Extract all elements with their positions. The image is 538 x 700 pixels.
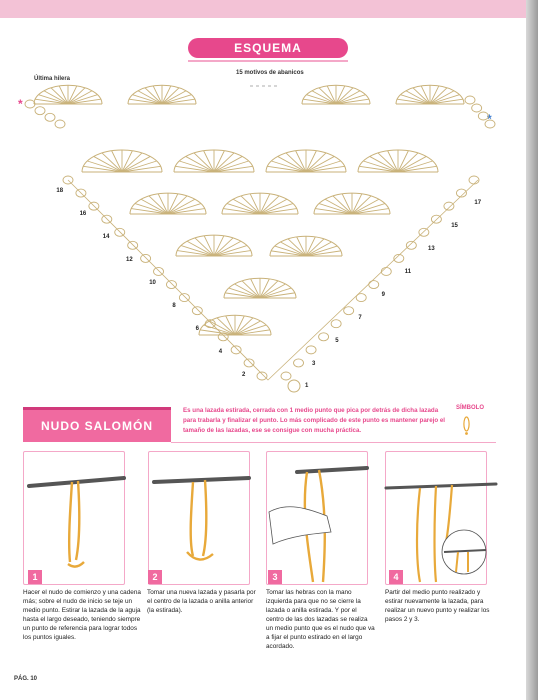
row-number-6: 6 — [195, 326, 199, 332]
top-fan-motif — [34, 85, 102, 104]
step-3-text: Tomar las hebras con la mano izquierda para que no se cierre la lazada o anilla estirada. Y por el centro de las dos lazadas se realiza un medio punto que es el nudo que va a fijar el punto estirado en el largo acordado. — [266, 589, 375, 650]
step-4-text: Partir del medio punto realizado y estirar nuevamente la lazada, para realizar un nuevo punto y realizar los pasos 2 y 3. — [385, 589, 490, 623]
row-number-7: 7 — [358, 314, 362, 321]
last-row-label: Última hilera — [34, 76, 71, 82]
chart-fan-motif — [199, 315, 271, 335]
symbol-label: SÍMBOLO — [456, 405, 484, 411]
section-underline — [171, 442, 496, 443]
top-fan-motif — [128, 85, 196, 104]
top-fan-motif — [396, 85, 464, 104]
row-number-2: 2 — [242, 372, 246, 378]
chart-fan-motif — [314, 193, 390, 214]
chart-fan-motif — [174, 150, 254, 172]
step-4-illustration — [385, 451, 487, 585]
hook-yarn-icon — [24, 452, 124, 584]
chart-fan-motif — [266, 150, 346, 172]
section-title-esquema: ESQUEMA — [188, 38, 348, 58]
row-number-10: 10 — [149, 280, 156, 286]
row-number-9: 9 — [381, 291, 385, 298]
start-marker-left: * — [18, 97, 23, 111]
salomon-symbol-icon — [463, 416, 470, 436]
row-number-13: 13 — [428, 245, 435, 252]
chart-fan-motif — [176, 235, 252, 256]
row-number-12: 12 — [126, 257, 133, 263]
row-number-14: 14 — [102, 234, 110, 240]
start-ring — [288, 380, 300, 392]
row-number-16: 16 — [79, 211, 87, 217]
step-3-illustration — [266, 451, 368, 585]
row-number-3: 3 — [312, 360, 316, 367]
chart-fan-motif — [130, 193, 206, 214]
hand-yarn-icon — [267, 452, 367, 584]
row-number-4: 4 — [218, 349, 223, 355]
step-2-illustration — [148, 451, 250, 585]
intro-text: Es una lazada estirada, cerrada con 1 medio punto que pica por detrás de dicha lazada para trabarla y finalizar el punto. Lo más complicado de este punto es mantener parejo el tamaño de las lazadas, ese se consigue con mucha práctica. — [183, 407, 446, 434]
step-1-illustration — [23, 451, 125, 585]
hook-yarn-icon — [386, 452, 486, 584]
row-number-18: 18 — [56, 188, 64, 194]
top-fan-motif — [302, 85, 370, 104]
motifs-label: 15 motivos de abanicos — [236, 70, 304, 76]
start-marker-right: * — [487, 112, 492, 126]
step-4-number: 4 — [389, 570, 403, 584]
chart-fan-motif — [82, 150, 162, 172]
hook-yarn-icon — [149, 452, 249, 584]
step-2-number: 2 — [148, 570, 162, 584]
chart-fan-motif — [358, 150, 438, 172]
right-edge-loops — [281, 176, 482, 380]
row-number-15: 15 — [451, 222, 458, 229]
chart-fan-motif — [224, 278, 296, 298]
chart-fan-motif — [222, 193, 298, 214]
row-number-8: 8 — [172, 303, 176, 309]
step-1-text: Hacer el nudo de comienzo y una cadena más; sobre el nudo de inicio se teje un medio punto. Estirar la lazada de la aguja hasta el largo deseado, teniendo siempre un punto de referencia para lograr todos los puntos iguales. — [23, 589, 141, 641]
section-title-nudo-salomon: NUDO SALOMÓN — [23, 407, 171, 442]
step-2-text: Tomar una nueva lazada y pasarla por el centro de la lazada o anilla anterior (la estirada). — [147, 589, 256, 614]
top-right-loops — [465, 96, 495, 128]
step-1-number: 1 — [28, 570, 42, 584]
chart-fan-motif — [270, 236, 342, 256]
row-number-17: 17 — [474, 199, 482, 206]
step-3-number: 3 — [268, 570, 282, 584]
page-number: PÁG. 10 — [14, 676, 38, 682]
row-number-11: 11 — [404, 268, 412, 275]
row-number-5: 5 — [335, 337, 339, 344]
start-number: 1 — [305, 383, 309, 389]
